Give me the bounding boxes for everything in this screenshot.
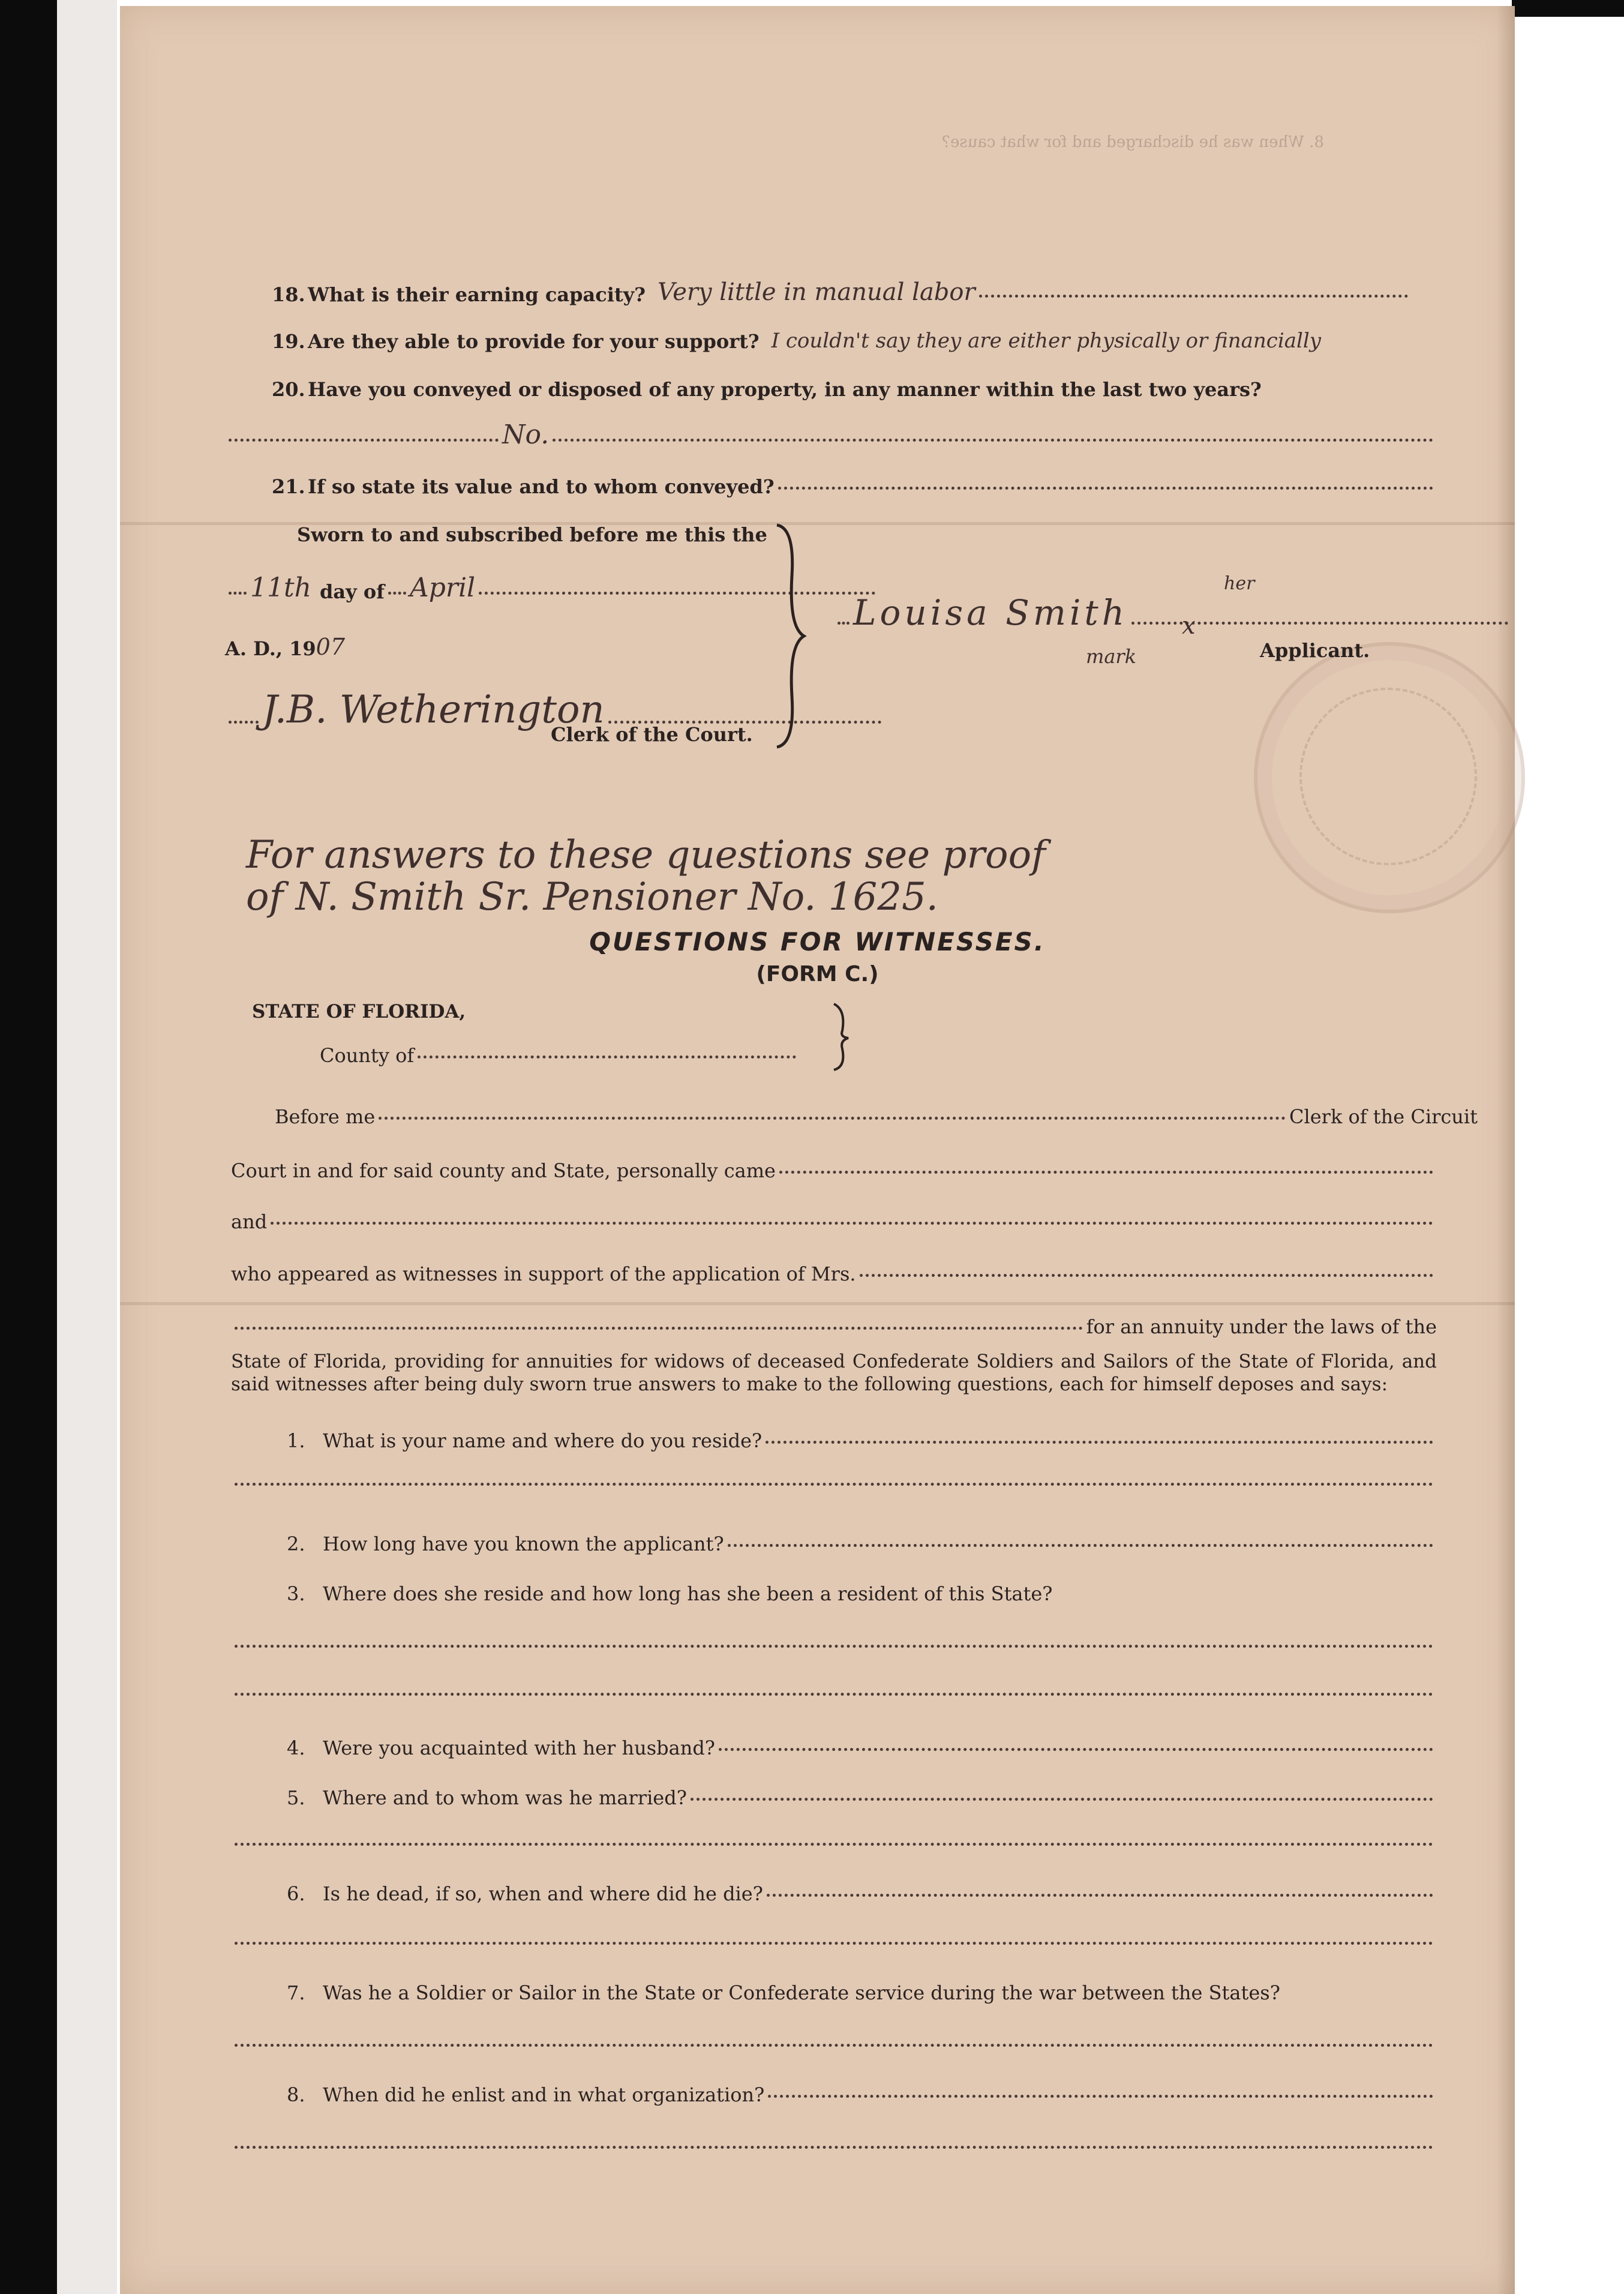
answer-19: I couldn't say they are either physically or financially: [771, 329, 1321, 353]
court-line: Court in and for said county and State, personally came: [231, 1146, 1437, 1182]
question-19: 19. Are they able to provide for your support? I couldn't say they are either physically or financially: [272, 329, 1321, 353]
question-20: 20. Have you conveyed or disposed of any property, in any manner within the last two years?: [272, 378, 1262, 401]
answer-line: [231, 2121, 1437, 2157]
brace-icon: [771, 522, 807, 750]
witness-question-2: 2. How long have you known the applicant?: [287, 1519, 1437, 1555]
before-me-line: Before me Clerk of the Circuit: [275, 1105, 1478, 1128]
witness-question-8: 8. When did he enlist and in what organization?: [287, 2070, 1437, 2106]
answer-18: Very little in manual labor: [657, 278, 975, 306]
paper-edge-shadow: [1497, 6, 1515, 2294]
witness-question-6: 6. Is he dead, if so, when and where did he die?: [287, 1869, 1437, 1905]
mark-x: x: [1182, 612, 1196, 640]
witness-question-5: 5. Where and to whom was he married?: [287, 1773, 1437, 1809]
document-page: [120, 6, 1515, 2294]
answer-line: [231, 1668, 1437, 1704]
sworn-text: Sworn to and subscribed before me this the: [297, 523, 767, 546]
applicant-line: [834, 592, 1512, 633]
state-label: STATE OF FLORIDA,: [252, 1001, 466, 1022]
form-subtitle: (FORM C.): [756, 962, 879, 986]
annuity-line: for an annuity under the laws of the: [231, 1302, 1437, 1338]
witness-question-3: 3. Where does she reside and how long has she been a resident of this State?: [287, 1582, 1053, 1605]
applicant-label: Applicant.: [1260, 639, 1370, 662]
form-title: QUESTIONS FOR WITNESSES.: [589, 927, 1046, 956]
intro-paragraph: State of Florida, providing for annuities for widows of deceased Confederate Soldiers and Sailors of the State of Florida, and said witnesses after being duly sworn true answers to make to the following questions, each for himself deposes and says:: [231, 1351, 1437, 1395]
handwritten-note: For answers to these questions see proof of N. Smith Sr. Pensioner No. 1625.: [246, 833, 1046, 919]
answer-20-line: [225, 414, 1437, 450]
clerk-label: Clerk of the Court.: [551, 723, 753, 746]
answer-line: [231, 1620, 1437, 1656]
witness-line: who appeared as witnesses in support of the application of Mrs.: [231, 1249, 1437, 1285]
scan-border-left: [0, 0, 57, 2294]
oath-month: April: [409, 572, 476, 603]
answer-20: No.: [502, 419, 550, 450]
scan-border-top: [1512, 0, 1624, 17]
witness-question-4: 4. Were you acquainted with her husband?: [287, 1723, 1437, 1759]
question-21: 21. If so state its value and to whom conveyed?: [272, 462, 1437, 498]
oath-year-line: A. D., 19 07: [225, 634, 346, 660]
mark-label: mark: [1086, 645, 1137, 668]
county-line: County of: [320, 1031, 800, 1067]
scan-margin: [57, 0, 117, 2294]
clerk-signature: J.B. Wetherington: [262, 688, 605, 732]
bleed-through-text: 8. When was he discharged and for what cause?: [942, 133, 1324, 151]
and-line: and: [231, 1197, 1437, 1233]
brace-icon: [828, 1001, 852, 1073]
question-18: 18. What is their earning capacity? Very little in manual labor: [272, 270, 1412, 306]
answer-line: [231, 1917, 1437, 1953]
oath-day: 11th: [250, 572, 312, 603]
oath-day-line: 11th day of April: [225, 567, 879, 603]
answer-line: [231, 1818, 1437, 1854]
mark-her: her: [1224, 573, 1255, 594]
answer-line: [231, 1458, 1437, 1494]
witness-question-1: 1. What is your name and where do you reside?: [287, 1416, 1437, 1452]
oath-year: 07: [316, 634, 346, 660]
applicant-signature: Louisa Smith: [853, 592, 1128, 633]
answer-line: [231, 2019, 1437, 2055]
embossed-seal-icon: [1254, 642, 1525, 913]
witness-question-7: 7. Was he a Soldier or Sailor in the State or Confederate service during the war between the States?: [287, 1981, 1280, 2004]
